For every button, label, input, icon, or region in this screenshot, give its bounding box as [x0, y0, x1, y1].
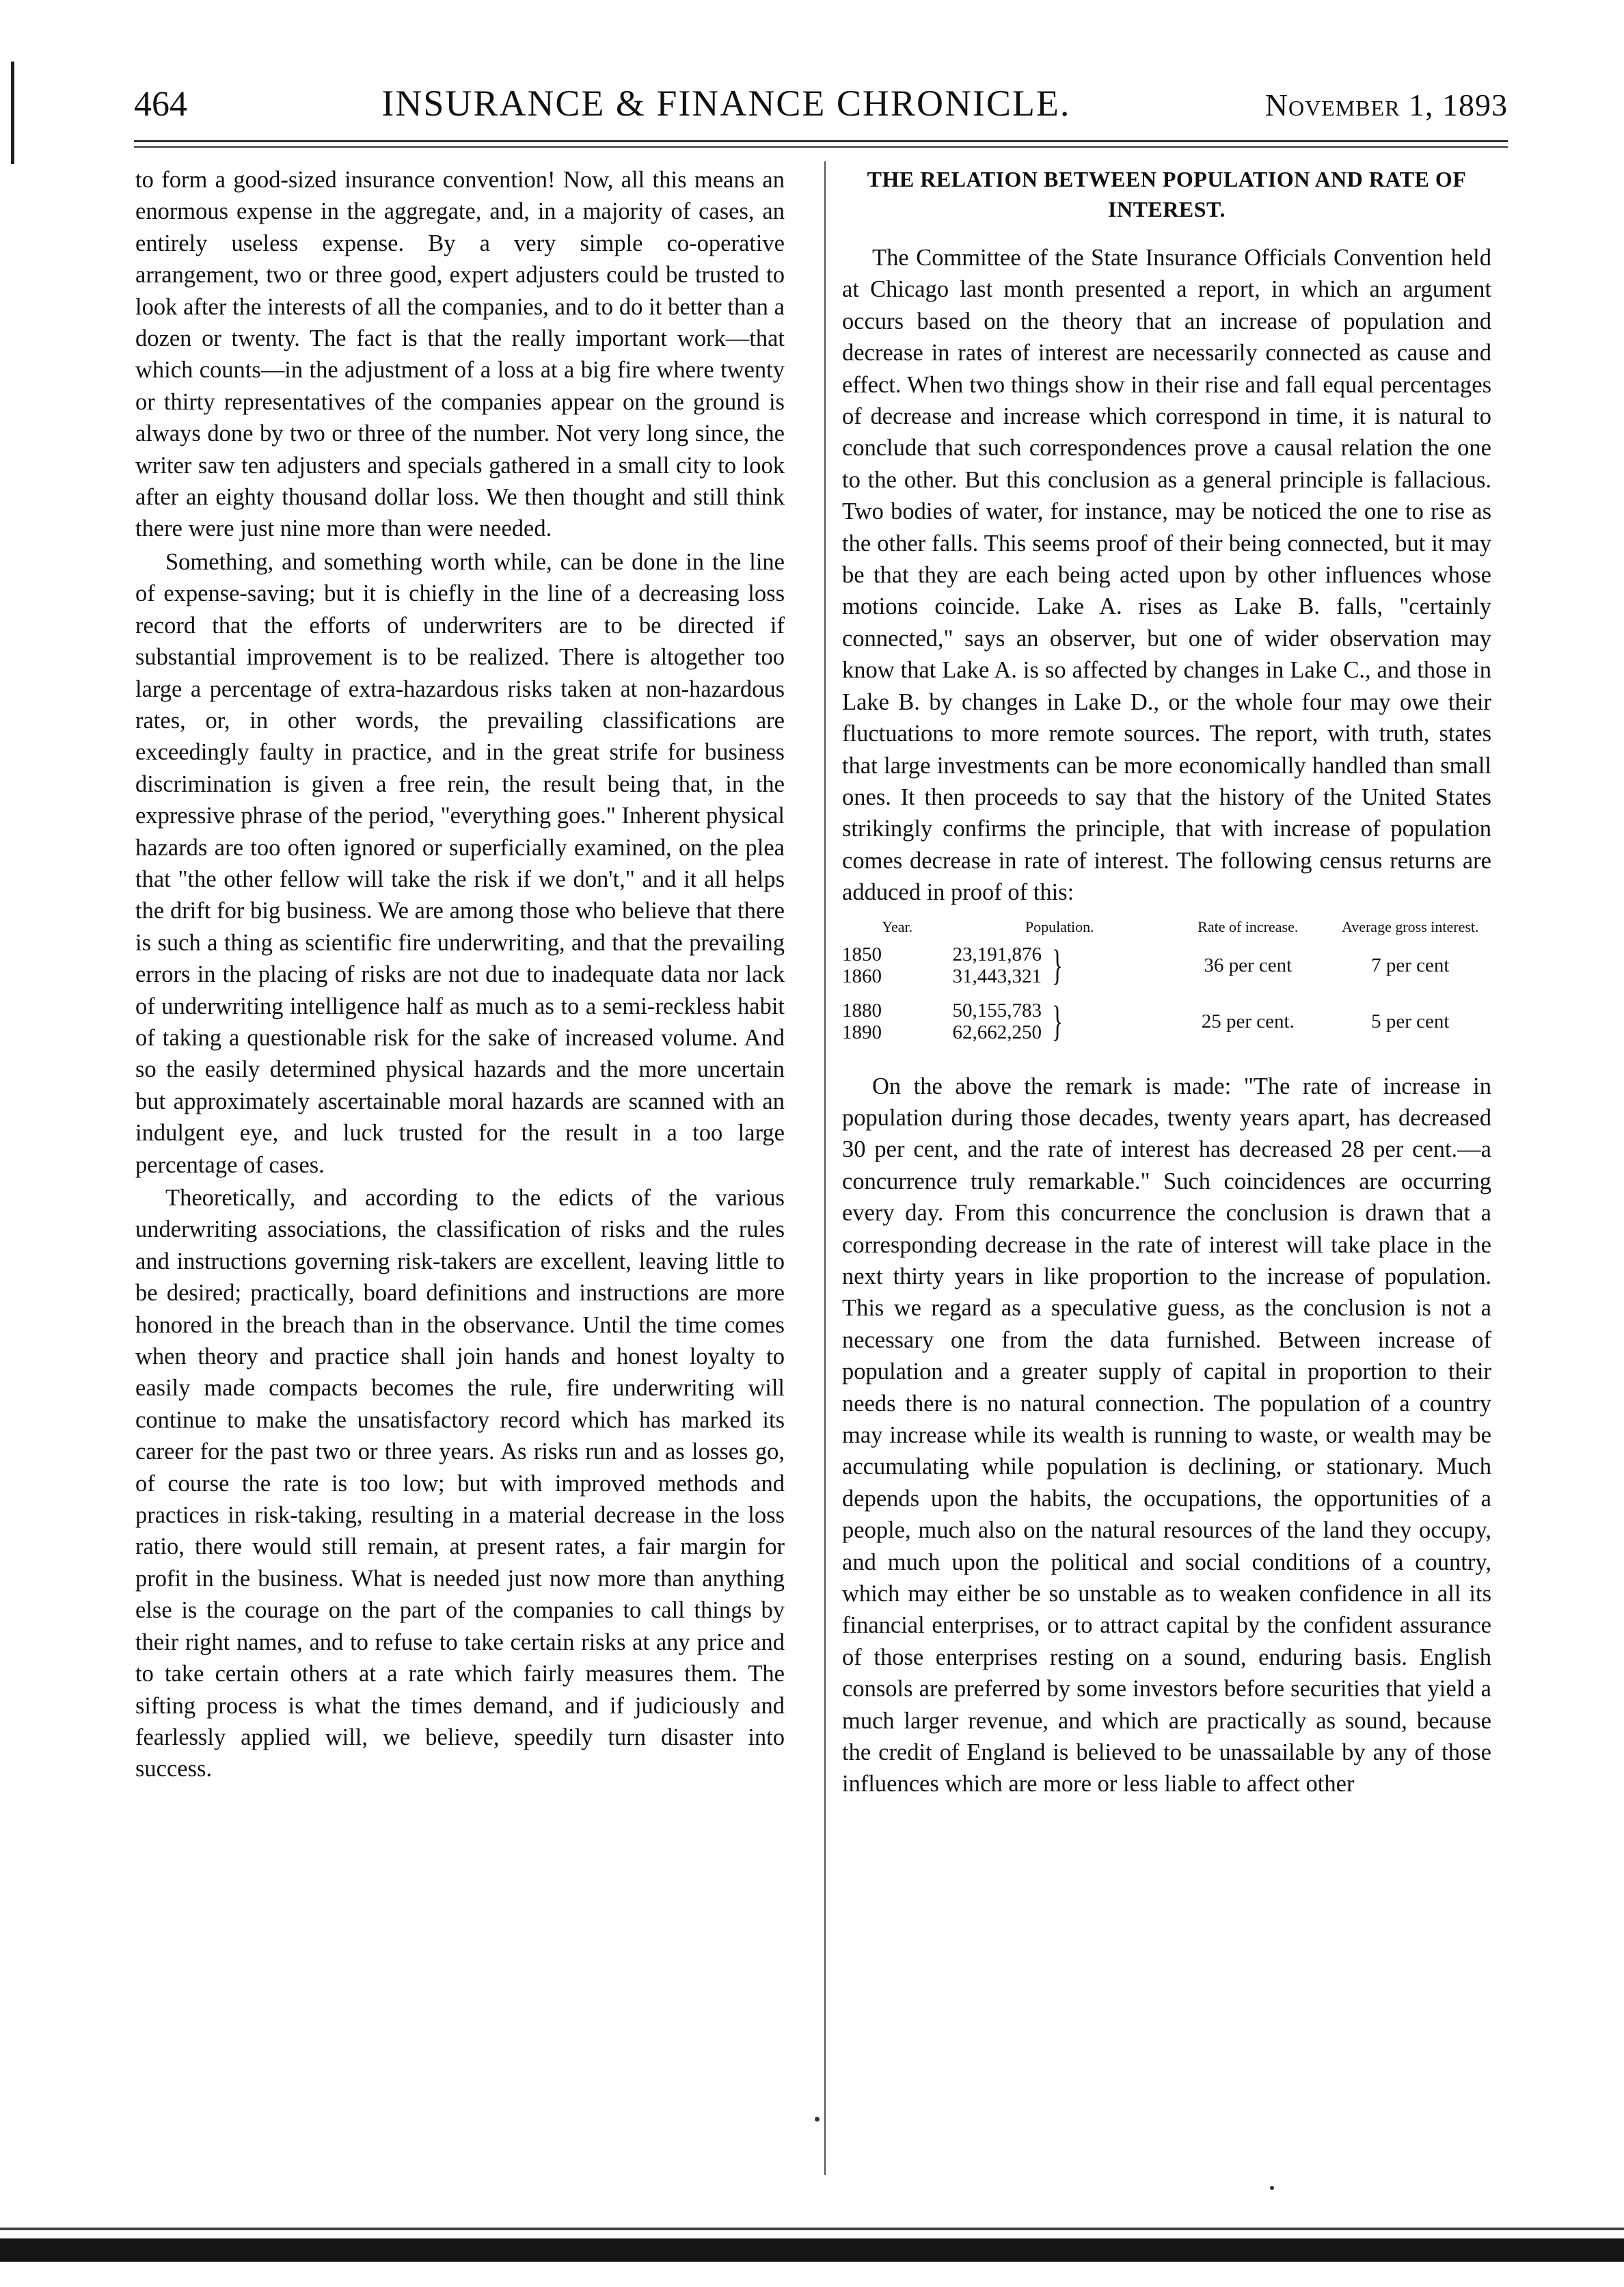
rate-cell: 25 per cent.	[1201, 1010, 1295, 1032]
interest-cell: 5 per cent	[1371, 1010, 1450, 1032]
brace-symbol: }	[1051, 998, 1064, 1045]
issue-date: November 1, 1893	[1264, 88, 1508, 122]
column-header: Year.	[882, 918, 913, 935]
paragraph: Something, and something worth while, can be done in the line of expense-saving; but it is chiefly in the line of a decreasing loss record that the efforts of underwriters are to be directed if substantial improvement is to be realized. There is altogether too large a percentage of extra-hazardous risks taken at non-hazardous rates, or, in other words, the prevailing classifications are exceedingly faulty in practice, and in the great strife for business discrimination is given a free rein, the result being that, in the expressive phrase of the period, "everything goes." Inherent physical hazards are too often ignored or superficially examined, on the plea that "the other fellow will take the risk if we don't," and it all helps the drift for big business. We are among those who believe that there is such a thing as scientific fire underwriting, and that the prevailing errors in the placing of risks are not due to inadequate data nor lack of underwriting intelligence half as much as to a semi-reckless habit of taking a questionable risk for the sake of increased volume. And so the easily determined physical hazards and the more uncertain but approximately ascertainable moral hazards are scanned with an indulgent eye, and luck trusted for the result in a too large percentage of cases.	[135, 548, 785, 1178]
column-header: Population.	[1025, 918, 1094, 935]
year-value: 1890	[842, 1021, 882, 1043]
table-row	[842, 1000, 1491, 1056]
header-rule-top	[134, 140, 1508, 142]
paragraph: The Committee of the State Insurance Officials Convention held at Chicago last month presented a report, in which an argument occurs based on the theory that an increase of population and decrease in rates of interest are necessarily connected as cause and effect. When two things show in their rise and fall equal percentages of decrease and increase which correspond in time, it is natural to conclude that such correspondences prove a causal relation the one to the other. But this conclusion as a general principle is fallacious. Two bodies of water, for instance, may be noticed the one to rise as the other falls. This seems proof of their being connected, but it may be that they are each being acted upon by other influences whose motions coincide. Lake A. rises as Lake B. falls, "certainly connected," says an observer, but one of wider observation may know that Lake A. is so affected by changes in Lake C., and those in Lake B. by changes in Lake D., or the whole four may owe their fluctuations to more remote sources. The report, with truth, states that large investments can be more economically handled than small ones. It then proceeds to say that the history of the United States strikingly confirms the principle, that with increase of population comes decrease in rate of interest. The following census returns are adduced in proof of this:	[842, 245, 1491, 906]
paragraph: Theoretically, and according to the edicts of the various underwriting associations, the classification of risks and the rules and instructions governing risk-takers are excellent, leaving little to be desired; practically, board definitions and instructions are more honored in the breach than in the observance. Until the time comes when theory and practice shall join hands and honest loyalty to easily made compacts becomes the rule, fire underwriting will continue to make the unsatisfactory record which has marked its career for the past two or three years. As risks run and as losses go, of course the rate is too low; but with improved methods and practices in risk-taking, resulting in a material decrease in the loss ratio, there would still remain, at present rates, a fair margin for profit in the business. What is needed just now more than anything else is the courage on the part of the companies to call things by their right names, and to refuse to take certain risks at any price and to take certain others at a rate which fairly measures them. The sifting process is what the times demand, and if judiciously and fearlessly applied will, we believe, speedily turn disaster into success.	[135, 1185, 785, 1782]
year-value: 1860	[842, 965, 882, 987]
table-header-row	[842, 918, 1491, 944]
paragraph: to form a good-sized insurance convention! Now, all this means an enormous expense in the aggregate, and, in a majority of cases, an entirely useless expense. By a very simple co-operative arrangement, two or three good, expert adjusters could be trusted to look after the interests of all the companies, and to do it better than a dozen or twenty. The fact is that the really important work—that which counts—in the adjustment of a loss at a big fire where twenty or thirty representatives of the companies appear on the ground is always done by two or three of the number. Not very long since, the writer saw ten adjusters and specials gathered in a small city to look after an eighty thousand dollar loss. We then thought and still think there were just nine more than were needed.	[135, 167, 785, 542]
population-cell	[953, 1000, 1167, 1056]
page-number: 464	[134, 85, 187, 124]
scan-bottom-bar	[0, 2238, 1624, 2262]
table-row	[842, 944, 1491, 1000]
margin-mark	[815, 2117, 820, 2122]
right-column	[842, 164, 1491, 1800]
left-column	[135, 164, 785, 1785]
header-rule-bottom	[134, 146, 1508, 148]
year-cell	[842, 1000, 953, 1056]
year-value: 1850	[842, 943, 882, 965]
scan-bottom-rule	[0, 2228, 1624, 2230]
article-title: THE RELATION BETWEEN POPULATION AND RATE OF INTEREST.	[867, 167, 1467, 222]
page-header	[134, 82, 1508, 137]
paragraph: On the above the remark is made: "The rate of increase in population during those decades, twenty years apart, has decreased 30 per cent, and the rate of interest has decreased 28 per cent.—a concurrence truly remarkable." Such coincidences are occurring every day. From this concurrence the conclusion is drawn that a corresponding decrease in the rate of interest will take place in the next thirty years in like proportion to the increase of population. This we regard as a speculative guess, as the conclusion is not a necessary one from the data furnished. Between increase of population and a greater supply of capital in proportion to their needs there is no natural connection. The population of a country may increase while its wealth is running to waste, or wealth may be accumulating while population is declining, or stationary. Much depends upon the habits, the occupations, the opportunities of a people, much also on the natural resources of the land they occupy, and much upon the political and social conditions of a country, which may either be so unstable as to weaken confidence in all its financial enterprises, or to attract capital by the confident assurance of those enterprises resting on a sound, enduring basis. English consols are preferred by some investors before securities that yield a much larger revenue, and which are practically as sound, because the credit of England is believed to be unassailable by any of those influences which are more or less liable to affect other	[842, 1073, 1491, 1797]
interest-cell: 7 per cent	[1371, 954, 1450, 976]
population-value: 31,443,321	[952, 965, 1042, 987]
rate-cell: 36 per cent	[1204, 954, 1293, 976]
brace-symbol: }	[1051, 941, 1064, 989]
population-value: 50,155,783	[952, 999, 1042, 1021]
year-cell	[842, 944, 953, 1000]
stray-mark	[1270, 2186, 1274, 2190]
publication-title: INSURANCE & FINANCE CHRONICLE.	[381, 83, 1071, 124]
column-header: Rate of increase.	[1197, 918, 1299, 935]
census-table	[842, 918, 1491, 1056]
population-value: 23,191,876	[952, 943, 1042, 965]
column-divider	[824, 161, 826, 2175]
left-margin-rule	[11, 62, 14, 164]
population-cell	[952, 941, 1167, 1000]
year-value: 1880	[842, 999, 882, 1021]
population-value: 62,662,250	[952, 1021, 1042, 1043]
column-header: Average gross interest.	[1341, 918, 1479, 935]
